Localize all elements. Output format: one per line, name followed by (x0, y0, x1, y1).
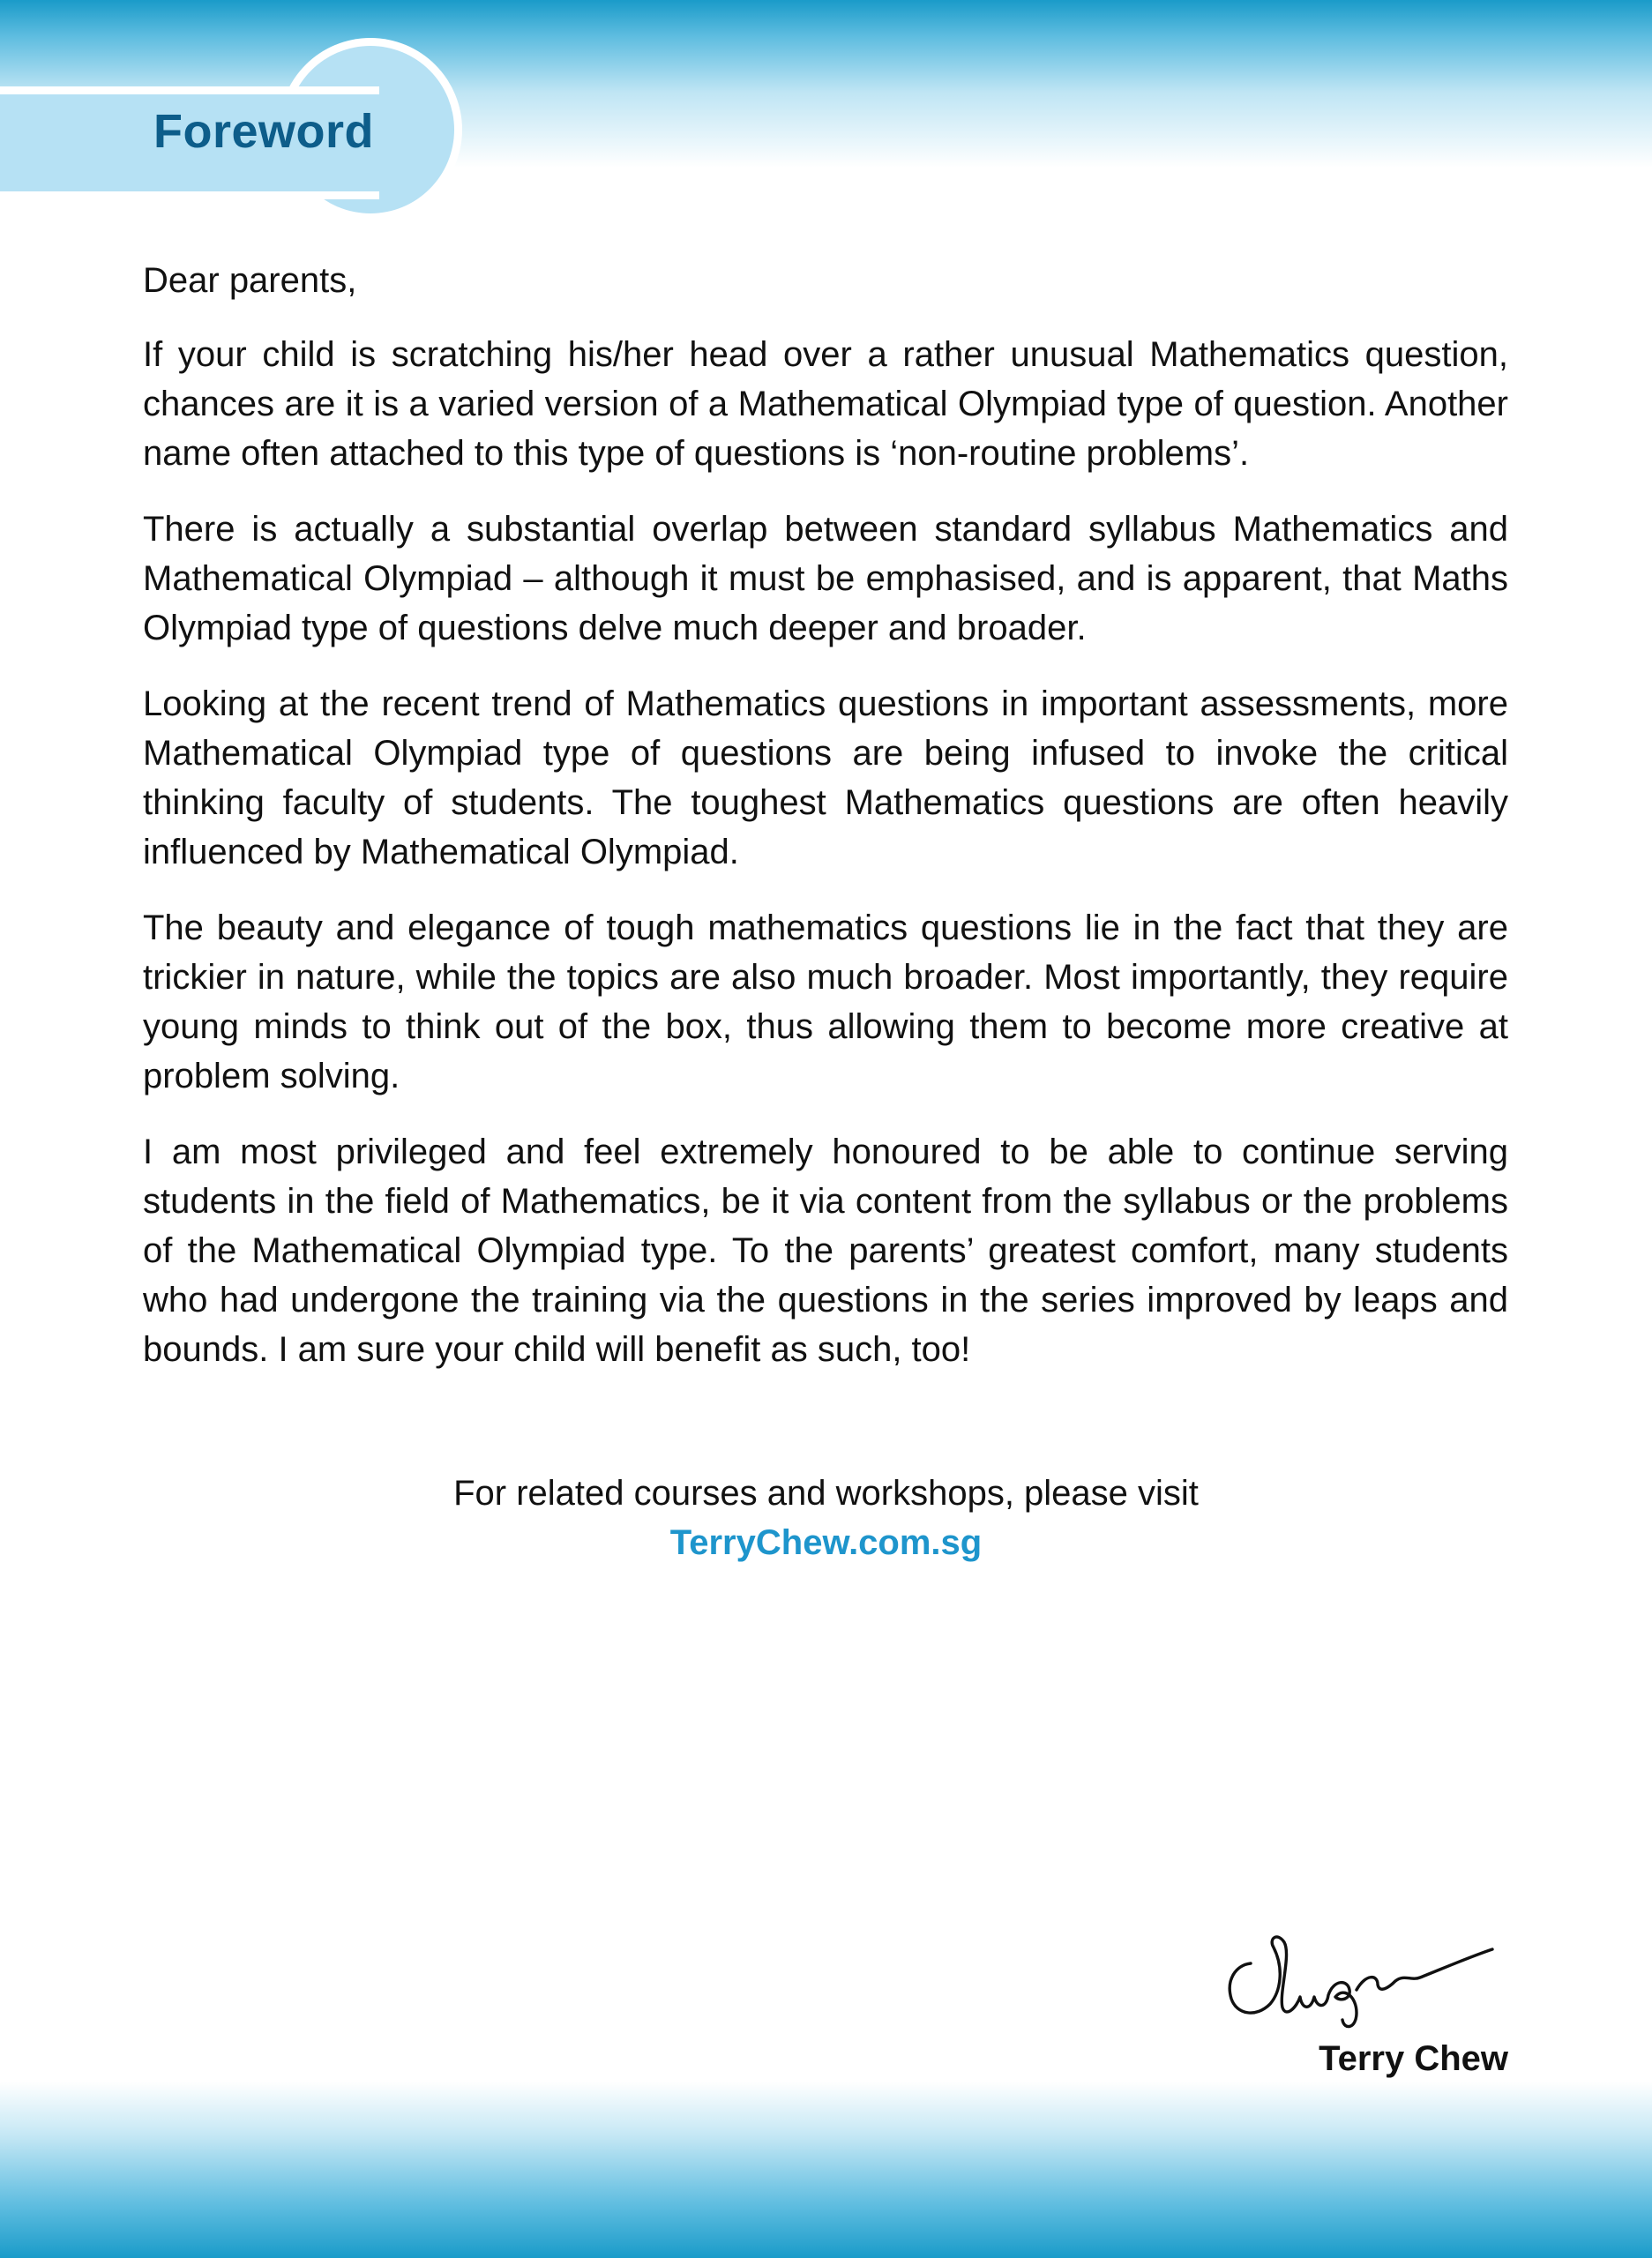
signer-name: Terry Chew (1319, 2039, 1508, 2078)
letter-greeting: Dear parents, (143, 261, 357, 300)
bottom-gradient-band (0, 2082, 1652, 2258)
signature-image (1215, 1912, 1506, 2045)
letter-body (143, 256, 1508, 1401)
letter-paragraph: There is actually a substantial overlap between standard syllabus Mathematics and Mathematical Olympiad – although it must be emphasised, and is apparent, that Maths Olympiad type of questions delve much deeper and broader. (143, 510, 1508, 647)
letter-paragraph: If your child is scratching his/her head over a rather unusual Mathematics question, chances are it is a varied version of a Mathematical Olympiad type of question. Another name often attached to this type of questions is ‘non-routine problems’. (143, 335, 1508, 473)
letter-paragraph: Looking at the recent trend of Mathematics questions in important assessments, more Mathematical Olympiad type of questions are being infused to invoke the critical thinking faculty of students. The toughest Mathematics questions are often heavily influenced by Mathematical Olympiad. (143, 684, 1508, 871)
visit-note (0, 1469, 1652, 1567)
letter-paragraph: I am most privileged and feel extremely honoured to be able to continue serving students in the field of Mathematics, be it via content from the syllabus or the problems of the Mathematical Olympiad type. To the parents’ greatest comfort, many students who had undergone the training via the questions in the series improved by leaps and bounds. I am sure your child will benefit as such, too! (143, 1133, 1508, 1369)
letter-paragraph: The beauty and elegance of tough mathematics questions lie in the fact that they are trickier in nature, while the topics are also much broader. Most importantly, they require young minds to think out of the box, thus allowing them to become more creative at problem solving. (143, 908, 1508, 1095)
visit-text: For related courses and workshops, please visit (453, 1474, 1199, 1513)
page-title: Foreword (153, 105, 375, 158)
website-link[interactable]: TerryChew.com.sg (669, 1523, 983, 1562)
